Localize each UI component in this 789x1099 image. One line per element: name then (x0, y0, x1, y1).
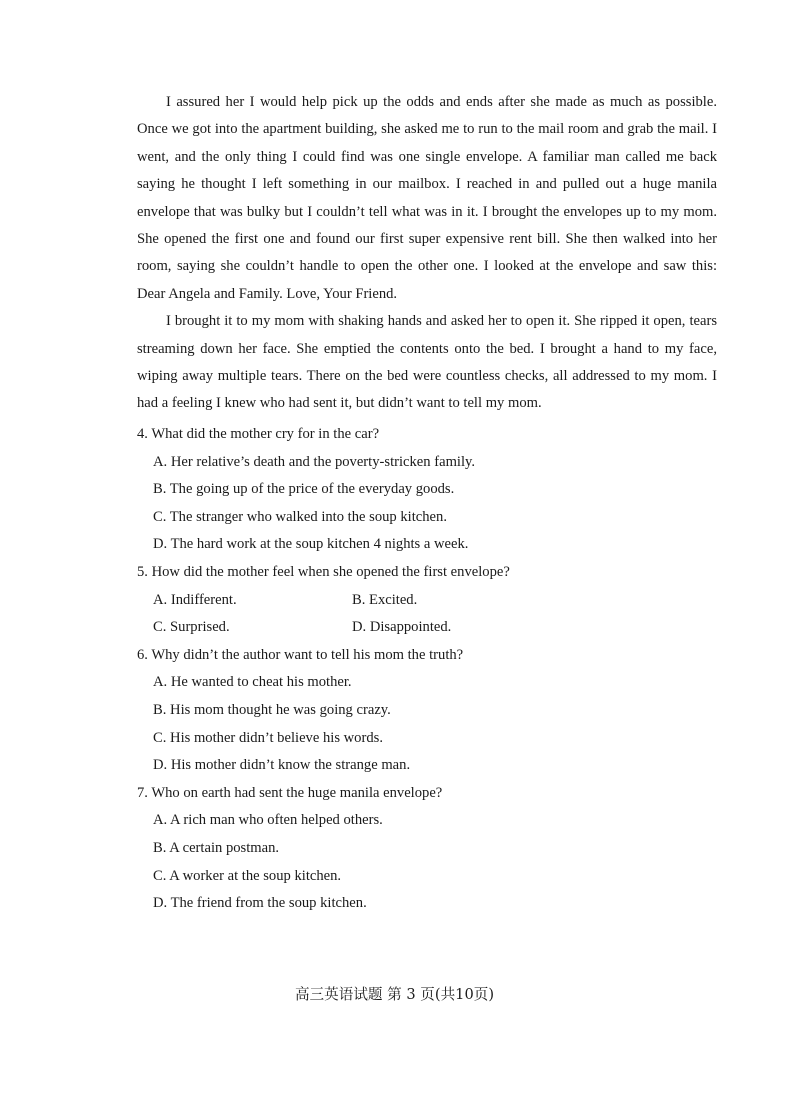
reading-passage (137, 89, 717, 418)
option-c: C. A worker at the soup kitchen. (153, 867, 342, 884)
option-c: C. Surprised. (153, 619, 230, 636)
question-stem: 6. Why didn’t the author want to tell his mom the truth? (137, 646, 464, 663)
option-d: D. The hard work at the soup kitchen 4 nights a week. (153, 536, 469, 553)
question-list (137, 421, 717, 918)
question-stem: 4. What did the mother cry for in the car? (137, 426, 380, 442)
passage-paragraph-1: I assured her I would help pick up the odds and ends after she made as much as possible. Once we got into the apartment building, she asked me to run to the mail room and grab the mail. I went, and the only thing I could find was one single envelope. A familiar man called me back saying he thought I left something in our mailbox. I reached in and pulled out a huge manila envelope that was bulky but I couldn’t tell what was in it. I brought the envelopes up to my mom. She opened the first one and found our first super expensive rent bill. She then walked into her room, saying she couldn’t handle to open the other one. I looked at the envelope and saw this: Dear Angela and Family. Love, Your Friend. (137, 94, 717, 302)
page-footer: 高三英语试题 第 3 页(共10页) (294, 986, 495, 1003)
question-stem: 5. How did the mother feel when she opened the first envelope? (137, 563, 510, 580)
option-a: A. He wanted to cheat his mother. (153, 674, 352, 691)
question-stem: 7. Who on earth had sent the huge manila envelope? (137, 784, 443, 801)
option-row (137, 587, 717, 615)
option-row (137, 614, 717, 642)
option-b: B. The going up of the price of the everyday goods. (153, 481, 455, 498)
question-4 (137, 421, 717, 559)
option-a: A. Indifferent. (153, 591, 237, 608)
option-d: D. Disappointed. (352, 619, 452, 636)
passage-paragraph-2: I brought it to my mom with shaking hands and asked her to open it. She ripped it open, tears streaming down her face. She emptied the contents onto the bed. I brought a hand to my face, wiping away multiple tears. There on the bed were countless checks, all addressed to my mom. I had a feeling I knew who had sent it, but didn’t want to tell my mom. (137, 313, 717, 412)
option-d: D. The friend from the soup kitchen. (153, 895, 367, 912)
question-6 (137, 642, 717, 780)
question-7 (137, 780, 717, 918)
option-b: B. His mom thought he was going crazy. (153, 701, 391, 718)
option-b: B. Excited. (352, 591, 418, 608)
option-a: A. A rich man who often helped others. (153, 812, 383, 829)
option-c: C. The stranger who walked into the soup kitchen. (153, 508, 447, 525)
option-d: D. His mother didn’t know the strange man. (153, 757, 411, 774)
option-a: A. Her relative’s death and the poverty-stricken family. (153, 453, 476, 470)
option-b: B. A certain postman. (153, 839, 280, 856)
question-5 (137, 559, 717, 642)
option-c: C. His mother didn’t believe his words. (153, 729, 383, 746)
